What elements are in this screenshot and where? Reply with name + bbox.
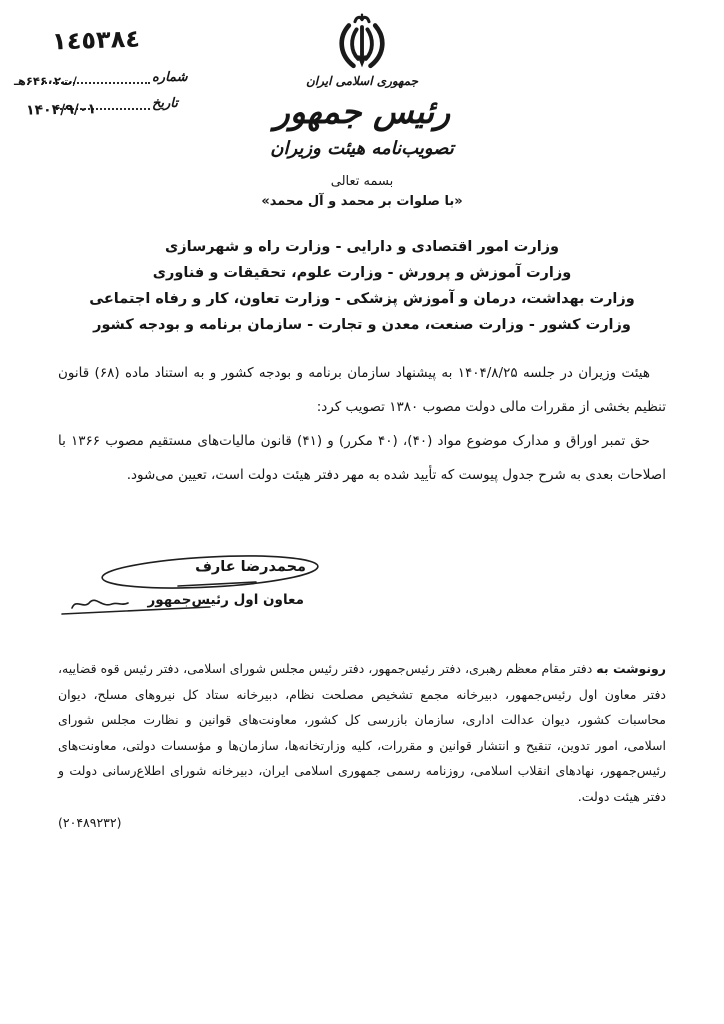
letterhead xyxy=(0,10,724,159)
copy-to-label: رونوشت به xyxy=(596,661,666,676)
signatory-name: محمدرضا عارف xyxy=(195,559,306,575)
recipient-ministries-list xyxy=(58,234,666,338)
decree-number-code: /ت۶۴۶۰۲هـ xyxy=(14,74,77,88)
reference-number: (۲۰۴۸۹۲۳۲) xyxy=(58,815,122,830)
decree-resolution-paragraph: حق تمبر اوراق و مدارک موضوع مواد (۴۰)، (۴۰ مکرر) و (۴۱) قانون مالیات‌های مستقیم مصوب ۱۳۶۶ با اصلاحات بعدی به شرح جدول پیوست که تأیید شده به مهر دفتر هیئت دولت است، تعیین می‌شود. xyxy=(58,433,666,483)
recipient-line: وزارت بهداشت، درمان و آموزش پزشکی - وزارت تعاون، کار و رفاه اجتماعی xyxy=(89,291,635,307)
handwritten-registration-number: ١٤٥٣٨٤ xyxy=(51,24,141,56)
decree-body xyxy=(58,356,666,492)
signatory-title: معاون اول رئیس‌جمهور xyxy=(147,592,304,608)
office-title-calligraphy: رئیس جمهور xyxy=(273,92,451,131)
copy-to-text: دفتر مقام معظم رهبری، دفتر رئیس‌جمهور، دفتر رئیس مجلس شورای اسلامی، دفتر رئیس قوه قضاییه، دفتر معاون اول رئیس‌جمهور، دبیرخانه مجمع تشخیص مصلحت نظام، دبیرخانه ستاد کل نیروهای مسلح، دیوان محاسبات کشور، دیوان عدالت اداری، سازمان بازرسی کل کشور، معاونت‌های قوانین و نظارت مجلس شورای اسلامی، امور تدوین، تنقیح و انتشار قوانین و مقررات، کلیه وزارتخانه‌ها، سازمان‌ها و مؤسسات دولتی، معاونت‌های رئیس‌جمهور، نهادهای انقلاب اسلامی، روزنامه رسمی جمهوری اسلامی ایران، دبیرخانه شورای اطلاع‌رسانی دولت و دفتر هیئت دولت. xyxy=(58,661,666,804)
handwritten-date: ۱۴۰۴/۹/۰۱ xyxy=(25,101,97,119)
recipient-line: وزارت امور اقتصادی و دارایی - وزارت راه و شهرسازی xyxy=(164,239,560,255)
date-label: تاریخ xyxy=(152,96,178,111)
copy-to-paragraph xyxy=(58,656,666,836)
signature-block xyxy=(60,550,320,640)
iran-emblem-icon xyxy=(326,10,398,72)
recipient-line: وزارت کشور - وزارت صنعت، معدن و تجارت - سازمان برنامه و بودجه کشور xyxy=(93,317,631,333)
salutation-text: «با صلوات بر محمد و آل محمد» xyxy=(261,194,463,209)
decree-preamble-paragraph: هیئت وزیران در جلسه ۱۴۰۴/۸/۲۵ به پیشنهاد سازمان برنامه و بودجه کشور و به استناد ماده (۶۸) قانون تنظیم بخشی از مقررات مالی دولت مصوب ۱۳۸۰ تصویب کرد: xyxy=(58,365,666,415)
recipient-line: وزارت آموزش و پرورش - وزارت علوم، تحقیقات و فناوری xyxy=(152,265,572,281)
bismillah-text: بسمه تعالی xyxy=(330,174,394,189)
document-type-calligraphy: تصویب‌نامه هیئت وزیران xyxy=(270,137,454,159)
country-name: جمهوری اسلامی ایران xyxy=(305,74,419,88)
invocation-block xyxy=(0,174,724,209)
number-label: شماره xyxy=(152,70,188,85)
